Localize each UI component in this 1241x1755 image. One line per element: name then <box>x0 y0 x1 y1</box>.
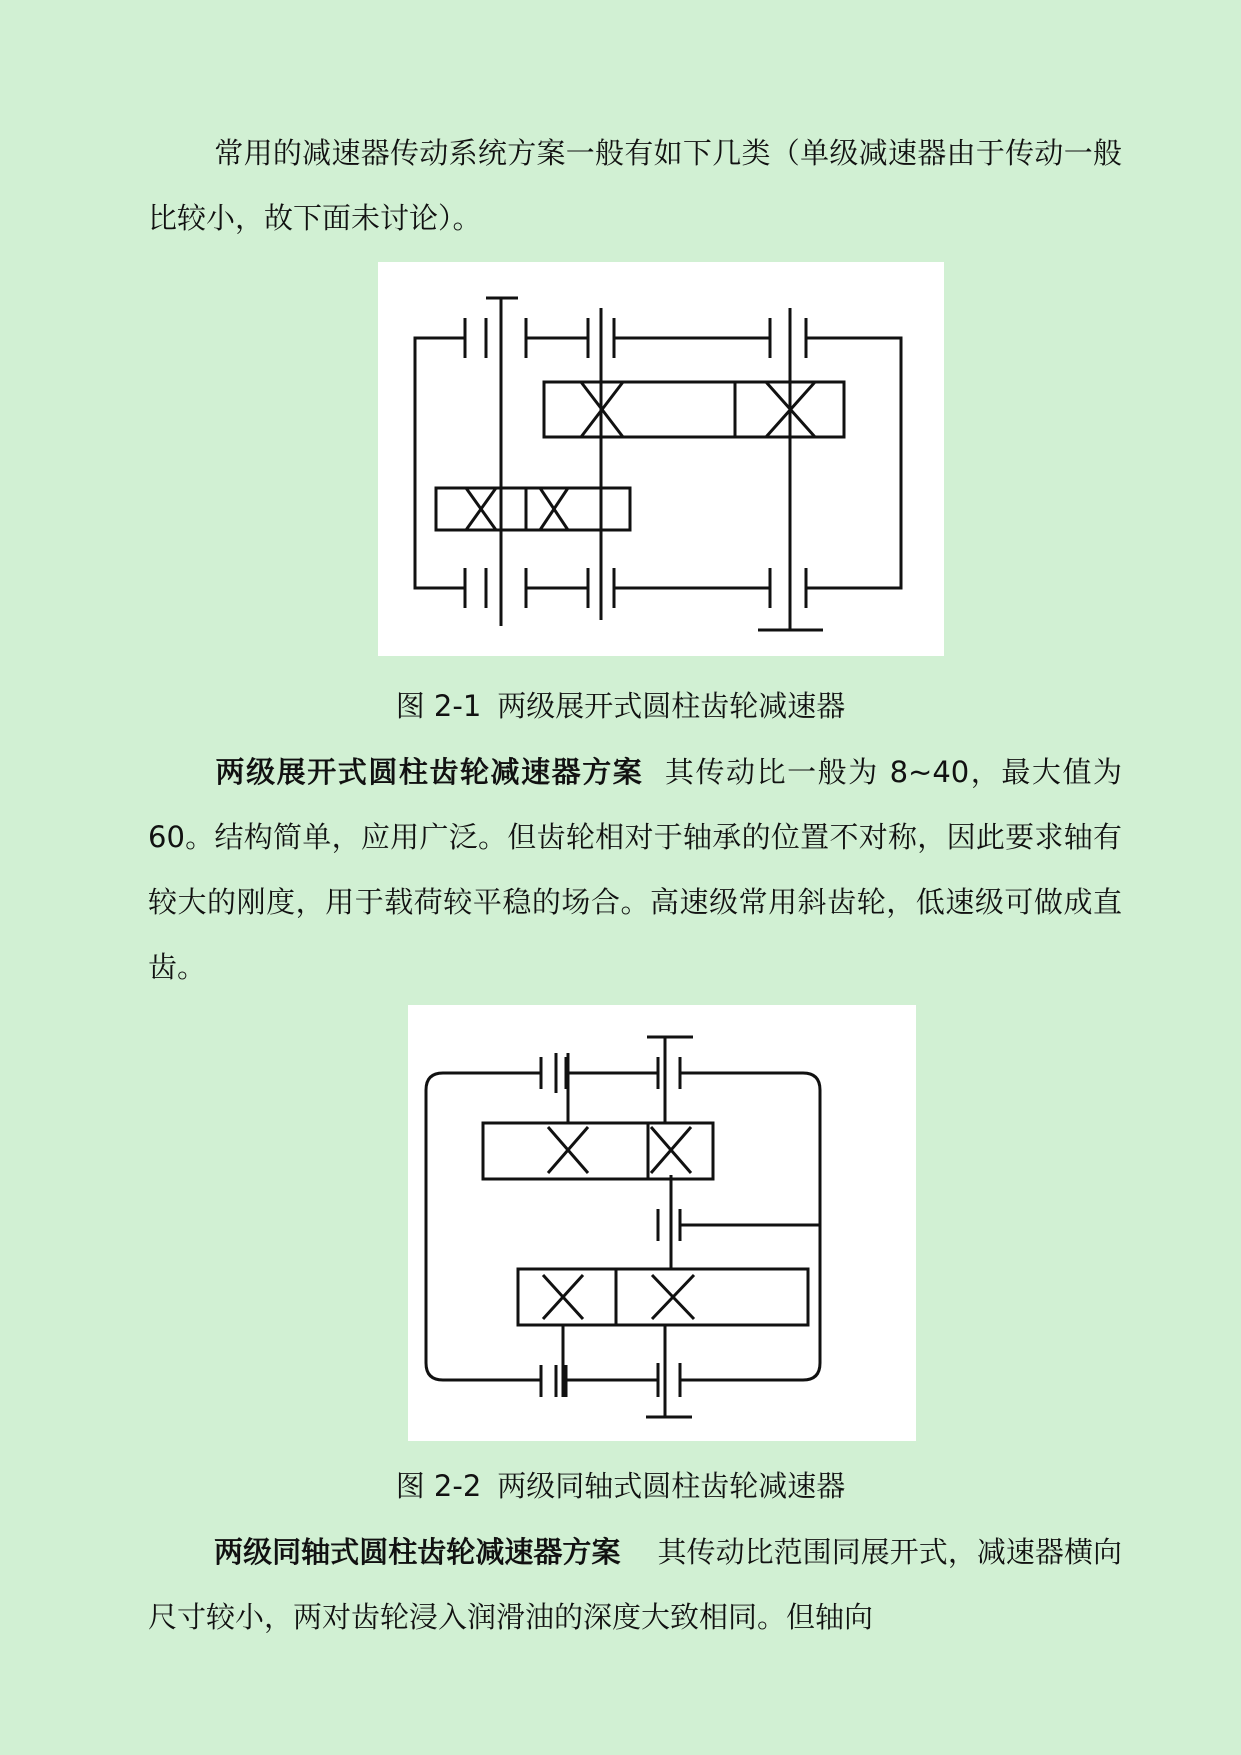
input-shaft <box>465 298 526 626</box>
output-shaft <box>758 308 823 630</box>
scheme-1-heading: 两级展开式圆柱齿轮减速器方案 <box>214 755 644 789</box>
input-shaft <box>541 1053 568 1123</box>
gearbox-outline <box>415 338 901 588</box>
gearbox-outline <box>426 1073 820 1380</box>
scheme-2-heading: 两级同轴式圆柱齿轮减速器方案 <box>214 1535 621 1569</box>
figure-2-2-number: 图 2-2 <box>395 1469 482 1503</box>
figure-2-2-title: 两级同轴式圆柱齿轮减速器 <box>497 1469 846 1503</box>
low-speed-gear-pair <box>544 382 844 437</box>
figure-2-1-caption <box>0 686 1241 726</box>
figure-2-1-number: 图 2-1 <box>395 689 482 723</box>
intro-text: 常用的减速器传动系统方案一般有如下几类（单级减速器由于传动一般比较小，故下面未讨论）。 <box>148 136 1122 235</box>
high-speed-gear-pair <box>483 1123 713 1179</box>
scheme-2-body: 其传动比范围同展开式，减速器横向尺寸较小，两对齿轮浸入润滑油的深度大致相同。但轴向 <box>148 1535 1122 1634</box>
coaxial-shaft <box>646 1037 693 1417</box>
output-shaft <box>541 1325 566 1397</box>
intermediate-shaft <box>526 308 770 620</box>
figure-2-1-diagram <box>378 262 944 656</box>
figure-2-1-title: 两级展开式圆柱齿轮减速器 <box>497 689 846 723</box>
low-speed-gear-pair <box>518 1269 808 1325</box>
figure-2-2-caption <box>0 1466 1241 1506</box>
intro-paragraph <box>148 121 1122 251</box>
scheme-2-paragraph <box>148 1520 1122 1650</box>
scheme-1-paragraph <box>148 740 1122 1000</box>
scheme-1-body: 其传动比一般为 8~40，最大值为 60。结构简单，应用广泛。但齿轮相对于轴承的位置不对称，因此要求轴有较大的刚度，用于载荷较平稳的场合。高速级常用斜齿轮，低速级可做成直齿。 <box>148 755 1123 984</box>
figure-2-2-diagram <box>408 1005 916 1441</box>
